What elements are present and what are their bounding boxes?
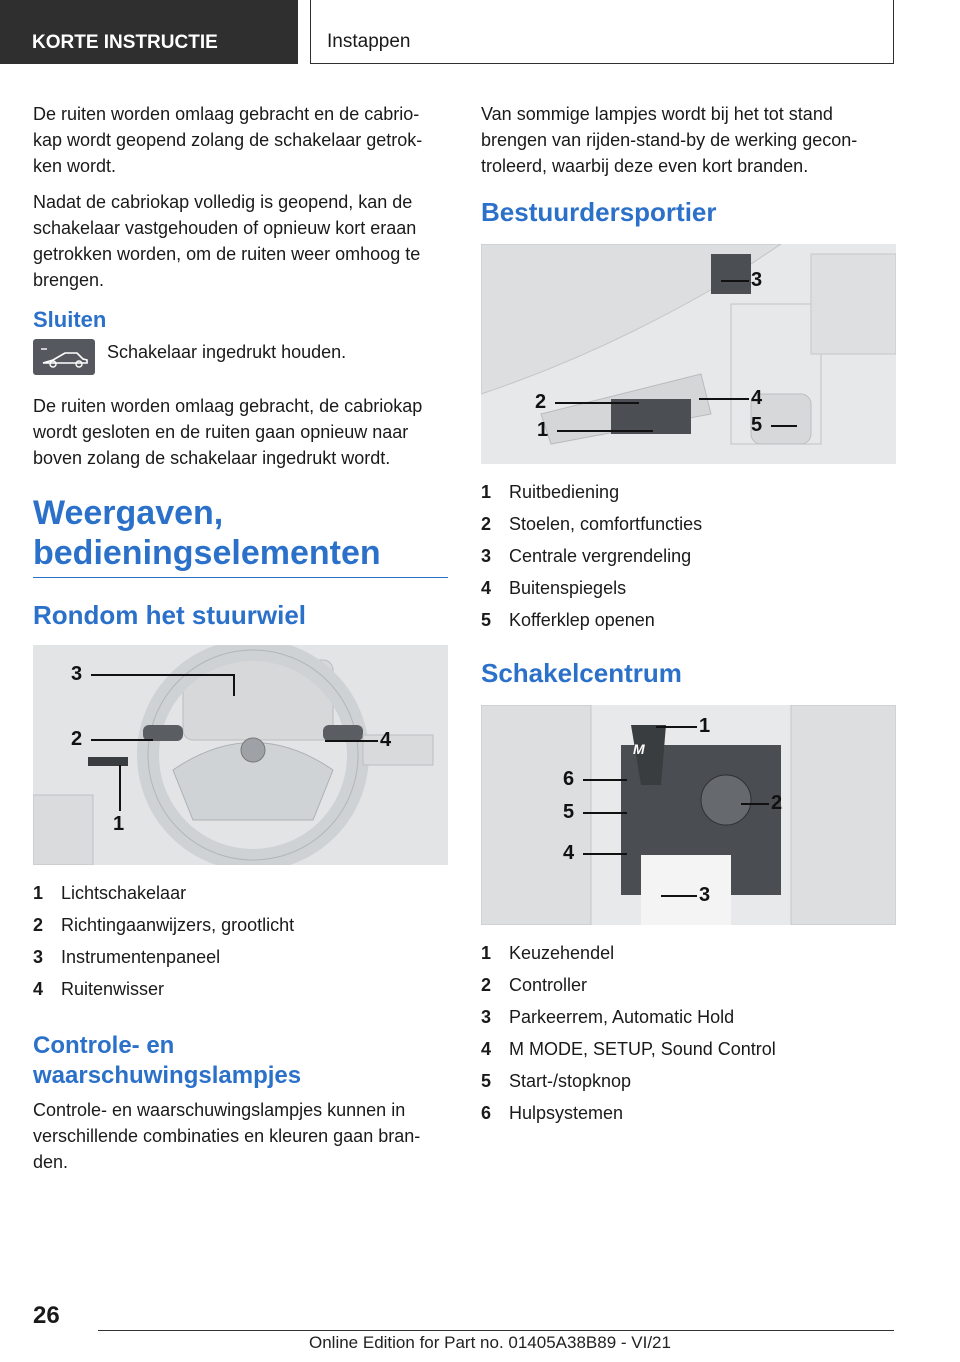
callout-line (741, 803, 769, 805)
portier-heading: Bestuurdersportier (481, 197, 717, 227)
sluiten-instruction (33, 339, 448, 375)
callout-number: 3 (751, 269, 763, 291)
edition-footer: Online Edition for Part no. 01405A38B89 - VI/21 (309, 1333, 671, 1352)
callout-number: 4 (380, 729, 392, 751)
section-tab (0, 0, 298, 64)
callout-line (91, 739, 153, 741)
callout-number: 4 (751, 387, 763, 409)
legend-item: 4 Ruitenwisser (33, 979, 165, 999)
callout-line (557, 430, 653, 432)
chapter-tab (310, 0, 894, 64)
door-panel-figure (481, 244, 896, 464)
footer-divider (98, 1330, 894, 1331)
callout-number: 5 (751, 414, 763, 436)
callout-line (555, 402, 639, 404)
right-column (481, 101, 896, 1129)
chapter-title: Instappen (327, 31, 411, 52)
callout-line (91, 674, 235, 676)
legend-item: 1 Lichtschakelaar (33, 883, 187, 903)
callout-line (583, 779, 627, 781)
callout-line (325, 740, 378, 742)
callout-number: 3 (71, 663, 83, 685)
callout-number: 2 (71, 728, 83, 750)
callout-line (119, 765, 121, 811)
callout-line (656, 726, 697, 728)
schakel-heading: Schakelcentrum (481, 658, 682, 688)
page-number: 26 (33, 1302, 60, 1329)
callout-line (699, 398, 749, 400)
callout-number: 2 (535, 391, 547, 413)
callout-number: 4 (563, 842, 575, 864)
callout-line (771, 425, 797, 427)
legend-item: 2 Controller (481, 975, 588, 995)
paragraph: De ruiten worden omlaag gebracht, de cabriokap wordt gesloten en de ruiten gaan opnieuw naar boven zolang de schakelaar ingedrukt wordt. (33, 396, 423, 468)
paragraph: Controle- en waarschuwingslampjes kunnen in verschillende combinaties en kleuren gaan bran-den. (33, 1100, 421, 1172)
legend-item: 1 Ruitbediening (481, 482, 620, 502)
sluiten-text: Schakelaar ingedrukt houden. (107, 342, 347, 362)
legend-item: 1 Keuzehendel (481, 943, 615, 963)
callout-number: 1 (537, 419, 549, 441)
callout-line (721, 280, 749, 282)
section-title: KORTE INSTRUCTIE (32, 32, 218, 53)
callout-line (233, 674, 235, 696)
callout-line (583, 812, 627, 814)
legend-item: 3 Parkeerrem, Automatic Hold (481, 1007, 735, 1027)
legend-item: 6 Hulpsystemen (481, 1103, 624, 1123)
legend-item: 2 Richtingaanwijzers, grootlicht (33, 915, 295, 935)
stuurwiel-heading: Rondom het stuurwiel (33, 600, 306, 630)
sluiten-heading: Sluiten (33, 307, 107, 332)
callout-number: 6 (563, 768, 575, 790)
controle-heading: Controle- en waarschuwingslampjes (33, 1032, 302, 1089)
convertible-top-icon (33, 339, 95, 375)
legend-item: 4 Buitenspiegels (481, 578, 627, 598)
legend-item: 5 Kofferklep openen (481, 610, 655, 630)
schakel-legend (481, 937, 896, 1129)
paragraph: Van sommige lampjes wordt bij het tot stand brengen van rijden-stand-by de werking gecon-troleerd, waarbij deze even kort branden. (481, 104, 858, 176)
shift-console-figure (481, 705, 896, 925)
portier-legend (481, 476, 896, 636)
legend-item: 3 Instrumentenpaneel (33, 947, 221, 967)
main-heading: Weergaven, bedieningselementen (33, 493, 448, 578)
paragraph: Nadat de cabriokap volledig is geopend, kan de schakelaar vastgehouden of opnieuw kort eraan getrokken worden, om de ruiten weer omhoog te brengen. (33, 192, 421, 290)
legend-item: 2 Stoelen, comfortfuncties (481, 514, 703, 534)
steering-wheel-figure (33, 645, 448, 865)
m-logo: M (633, 741, 645, 757)
callout-number: 1 (113, 813, 125, 835)
callout-line (583, 853, 627, 855)
paragraph: De ruiten worden omlaag gebracht en de cabrio-kap wordt geopend zolang de schakelaar getrok-ken wordt. (33, 104, 423, 176)
stuurwiel-legend (33, 877, 448, 1005)
callout-number: 2 (771, 792, 783, 814)
callout-line (661, 895, 697, 897)
left-column (33, 101, 448, 1185)
legend-item: 3 Centrale vergrendeling (481, 546, 692, 566)
callout-number: 1 (699, 715, 711, 737)
callout-number: 3 (699, 884, 711, 906)
legend-item: 4 M MODE, SETUP, Sound Control (481, 1039, 776, 1059)
legend-item: 5 Start-/stopknop (481, 1071, 632, 1091)
callout-number: 5 (563, 801, 575, 823)
